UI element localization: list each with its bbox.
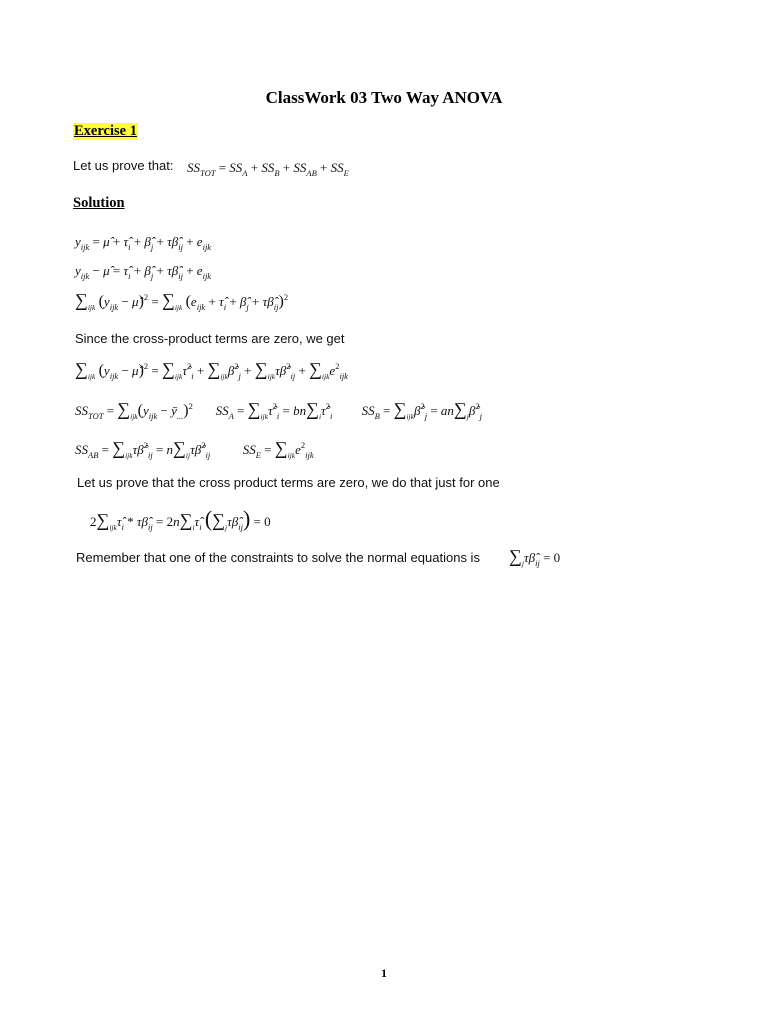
page-title: ClassWork 03 Two Way ANOVA — [265, 88, 503, 107]
page-number: 1 — [381, 966, 387, 980]
prove-cross-text: Let us prove that the cross product terms are zero, we do that just for one — [77, 475, 500, 490]
exercise-heading: Exercise 1 — [74, 123, 137, 139]
equation-ss-ab-e: $SS_{AB}$ = $\sum_{ijk}\tau\betâ^2_{ij}$ = $n\sum_{ij}\tau\betâ^2_{ij}$ $SS_E = \sum_{ijk}e^2_{ijk}$ — [75, 438, 314, 460]
equation-centered: $y_{ijk}$ − μ̂ = $\taû_i$ + $\betâ_j$ + $\tau\betâ_{ij} + e_{ijk}$ — [75, 263, 212, 281]
remember-text: Remember that one of the constraints to solve the normal equations is — [76, 550, 480, 565]
equation-constraint: $\sum_j\tau\betâ_{ij} = 0$ — [509, 546, 561, 568]
cross-product-text: Since the cross-product terms are zero, we get — [75, 331, 345, 346]
equation-cross-product: $2\sum_{ijk}\taû_i$ * $\tau\betâ_{ij}$ = $2n\sum_i\taû_i$ $(\sum_j\tau\betâ_{ij}) = 0$ — [90, 506, 271, 532]
equation-model: $y_{ijk}$ = μ̂ + $\taû_i$ + $\betâ_j$ + $\tau\betâ_{ij} + e_{ijk}$ — [75, 234, 212, 252]
solution-heading: Solution — [73, 195, 125, 211]
equation-total-sum: $SS_{TOT} = SS_A + SS_B + SS_{AB} + SS_E$ — [187, 160, 349, 178]
equation-ss-tot-a-b: $SS_{TOT} = \sum_{ijk}(y_{ijk}$ − $ȳ_{...})^2$ $SS_A$ = $\sum_{ijk}\taû^2_i$ = $bn\sum_i\taû^2_i$ $SS_B$ = $\sum_{ijk}\betâ^2_j$ = $an\sum_j\betâ^2_j$ — [75, 399, 482, 421]
equation-squared-sum: $\sum_{ijk}$ ($y_{ijk}$ − μ̂)$^2$ = $\sum_{ijk}$ ($e_{ijk}$ + $\taû_i$ + $\betâ_j$ + $\tau\betâ_{ij})^2$ — [75, 290, 289, 312]
equation-decomposition: $\sum_{ijk}$ ($y_{ijk}$ − μ̂)$^2$ = $\sum_{ijk}\taû^2_i$ + $\sum_{ijk}\betâ^2_j$ + $\sum_{ijk}\tau\betâ^2_{ij} + \sum_{ijk}e^2_{ijk}$ — [75, 359, 348, 381]
intro-text: Let us prove that: — [73, 158, 174, 173]
